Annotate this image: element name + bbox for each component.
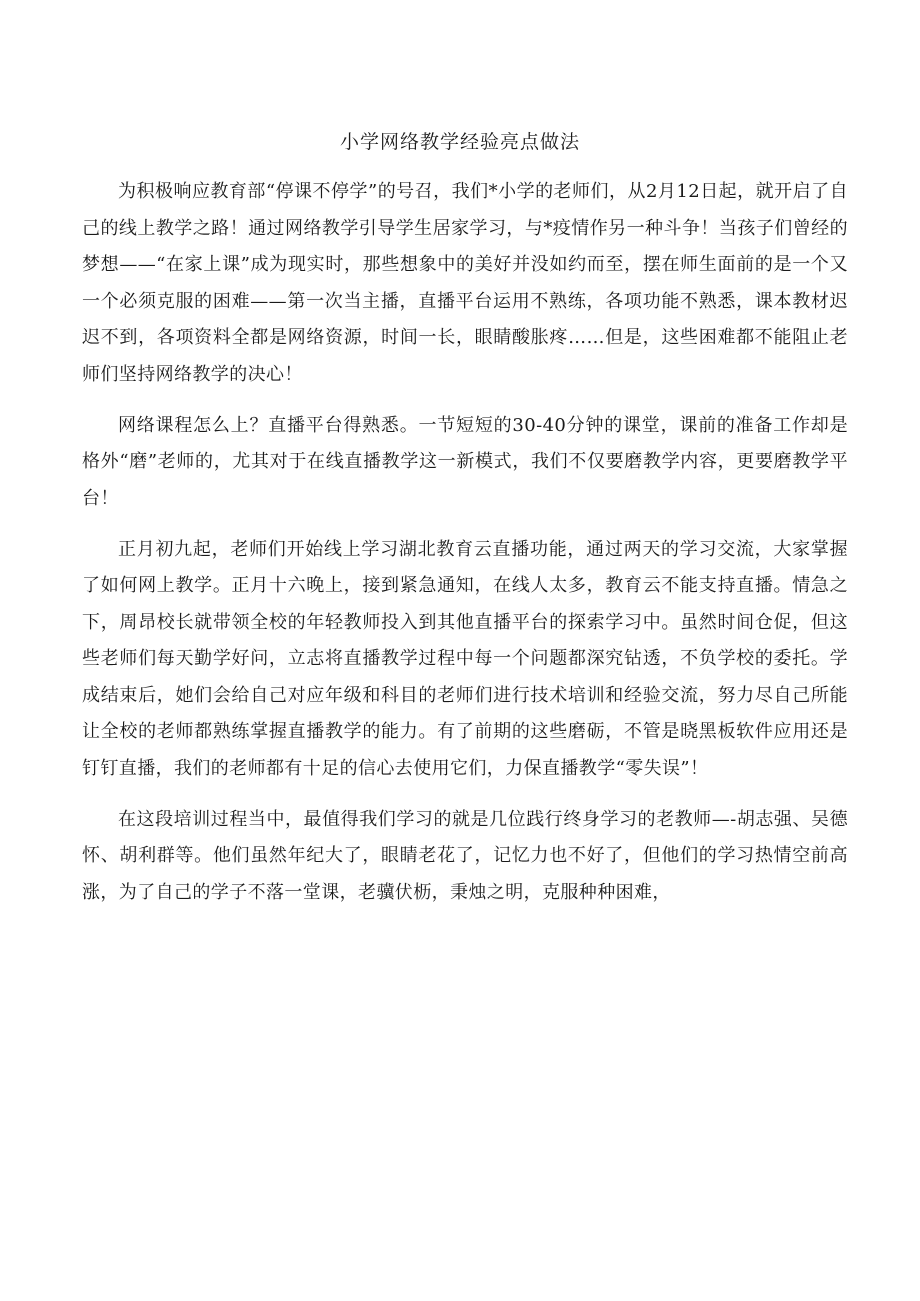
paragraph-4: 在这段培训过程当中，最值得我们学习的就是几位践行终身学习的老教师—-胡志强、吴德怀、胡利群等。他们虽然年纪大了，眼睛老花了，记忆力也不好了，但他们的学习热情空前高涨，为了自己的学子不落一堂课，老骥伏枥，秉烛之明，克服种种困难， [82, 808, 848, 903]
paragraph-3: 正月初九起，老师们开始线上学习湖北教育云直播功能，通过两天的学习交流，大家掌握了如何网上教学。正月十六晚上，接到紧急通知，在线人太多，教育云不能支持直播。情急之下，周昂校长就带领全校的年轻教师投入到其他直播平台的探索学习中。虽然时间仓促，但这些老师们每天勤学好问，立志将直播教学过程中每一个问题都深究钻透，不负学校的委托。学成结束后，她们会给自己对应年级和科目的老师们进行技术培训和经验交流，努力尽自己所能让全校的老师都熟练掌握直播教学的能力。有了前期的这些磨砺，不管是晓黑板软件应用还是钉钉直播，我们的老师都有十足的信心去使用它们，力保直播教学“零失误”！ [82, 538, 848, 779]
document-body [82, 174, 848, 926]
paragraph-1: 为积极响应教育部“停课不停学”的号召，我们*小学的老师们，从2月12日起，就开启了自己的线上教学之路！通过网络教学引导学生居家学习，与*疫情作另一种斗争！当孩子们曾经的梦想——“在家上课”成为现实时，那些想象中的美好并没如约而至，摆在师生面前的是一个又一个必须克服的困难——第一次当主播，直播平台运用不熟练，各项功能不熟悉，课本教材迟迟不到，各项资料全都是网络资源，时间一长，眼睛酸胀疼……但是，这些困难都不能阻止老师们坚持网络教学的决心！ [82, 181, 848, 385]
paragraph-2: 网络课程怎么上？直播平台得熟悉。一节短短的30-40分钟的课堂，课前的准备工作却是格外“磨”老师的，尤其对于在线直播教学这一新模式，我们不仅要磨教学内容，更要磨教学平台！ [82, 414, 848, 509]
page-title: 小学网络教学经验亮点做法 [339, 131, 580, 153]
